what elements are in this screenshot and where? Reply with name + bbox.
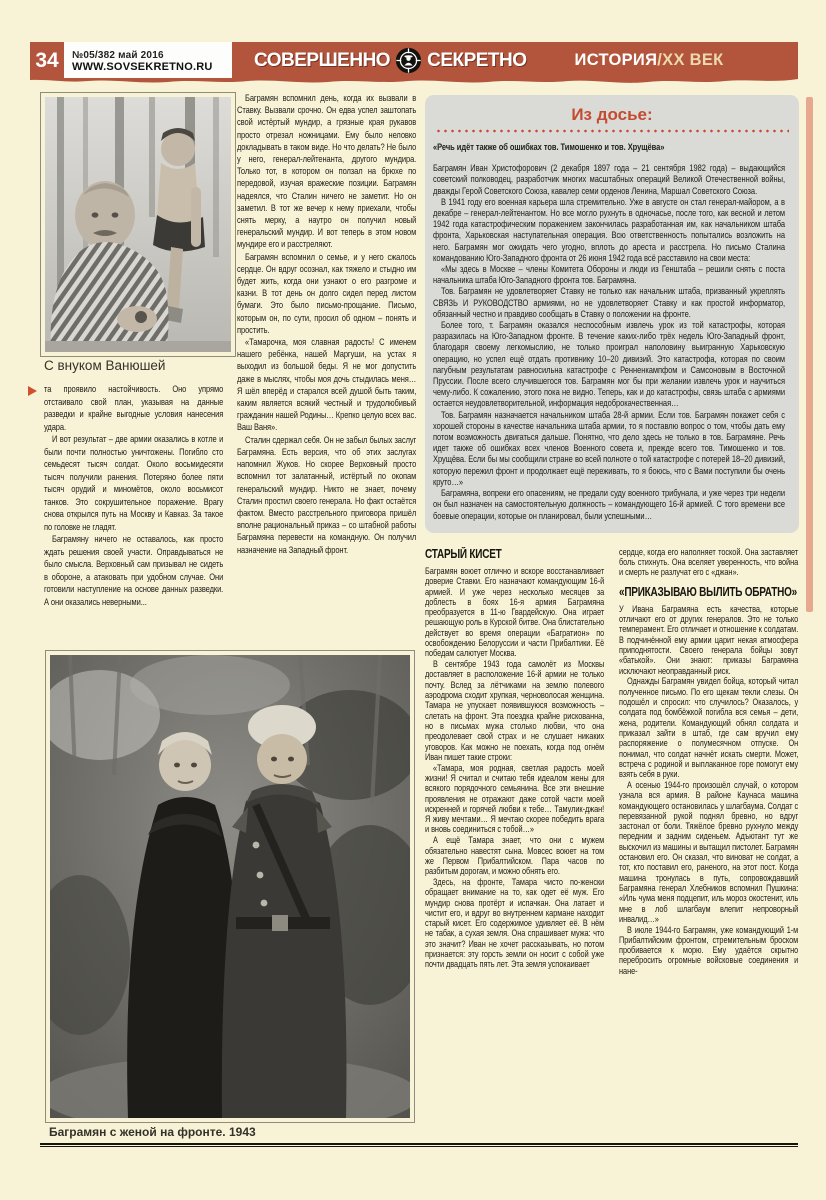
section-label — [575, 42, 724, 79]
paragraph: Сталин сдержал себя. Он не забыл былых заслуг Баграмяна. Есть версия, что об этих заслугах напомнил Жуков. Но скорее Верховный просто вспомнил тот залатанный, истёртый по окопам генеральский мундир. Никто не знает, почему Сталин простил своего генерала. Но факт остаётся фактом. Вместо расстрельного приговора пришёл вполне рациональный приказ – со штабной работы Баграмяна перевести на командную. Он получил назначение на Западный фронт. — [237, 433, 417, 555]
masthead-word-left: СОВЕРШЕННО — [254, 49, 391, 71]
paragraph: Баграмяна, вопреки его опасениям, не предали суду военного трибунала, и уже через три недели он был назначен на самостоятельную должность – командующего 16-й армией. С того времени все боевые операции, которые он планировал, были успешными… — [433, 487, 785, 521]
paragraph: «Тамарочка, моя славная радость! С именем нашего ребёнка, нашей Маргуши, на устах я выходил из большой беды. Я не мог допустить даже в мыслях, чтобы моя дочь стыдилась меня… Я шёл вперёд и старался всей душой быть таким, каким является всякий честный и трудолюбивый гражданин нашей Родины… Крепко целую всех вас. Ваш Ваня». — [237, 336, 417, 433]
paragraph: В сентябре 1943 года самолёт из Москвы доставляет в расположение 16-й армии не только почту. Вслед за лётчиками на землю полевого аэродрома сходит хрупкая, черноволосая женщина. Тамара не упускает появившуюся возможность – слетать на фронт. Эта поездка крайне рискованна, но в письмах мужа столько любви, что она преодолевает свой страх и не слушает никаких уговоров. Как можно не поехать, когда под огнём Иван пишет такие строки: — [425, 659, 605, 762]
paragraph: А ещё Тамара знает, что они с мужем обязательно навестят сына. Мовсес воюет на том же Первом Прибалтийском. Пара часов по разбитым дорогам, и можно обнять его. — [425, 835, 605, 877]
paragraph: В 1941 году его военная карьера шла стремительно. Уже в августе он стал генерал-майором, а в декабре – генерал-лейтенантом. Но все могло рухнуть в одночасье, после того, как весной и летом 1942 года катастрофическим поражением закончилась разработанная им, как начальником штаба фронта, Харьковская наступательная операция. Всю ответственность попытались возложить на него. Баграмян мог ожидать чего угодно, вплоть до ареста и расстрела. Но письмо Сталина командованию Юго-Западного фронта от 26 июня 1942 года всё расставило на свои места: — [433, 195, 785, 263]
paragraph: В июле 1944-го Баграмян, уже командующий 1-м Прибалтийским фронтом, стремительным броском пробивается к морю. Ему удаётся скрытно перебросить огромные войсковые соединения и нане- — [618, 924, 798, 976]
middle-text-column — [237, 92, 417, 660]
paragraph: «Тамара, моя родная, светлая радость моей жизни! Я считал и считаю тебя идеалом жены для всякого порядочного семьянина. Все эти внешние проявления не отражают даже сотой части моей искренней и горячей любви к тебе… Тамулик-джан! Я живу мечтами… Я мечтаю скорее победить врага и вновь соединиться с тобой…» — [425, 762, 605, 835]
photo-couple-caption: Баграмян с женой на фронте. 1943 — [49, 1125, 256, 1139]
paragraph: И вот результат – две армии оказались в котле и были почти полностью уничтожены. Погибло сто семьдесят тысяч солдат. Около восьмидесяти тысяч получили ранения. Потеряно более пяти тысяч орудий и миномётов, около восьмисот танков. Это сокрушительное поражение. Врагу снова открылся путь на Москву и Кавказ. За такое по головке не гладят. — [44, 433, 224, 532]
paragraph: Более того, т. Баграмян оказался неспособным извлечь урок из той катастрофы, которая разразилась на Юго-Западном фронте. В течение каких-либо трёх недель Юго-Западный фронт, благодаря своему легкомыслию, не только проиграл наполовину выигранную Харьковскую операцию, но успел ещё отдать противнику 10–20 дивизий. Это катастрофа, которая по своим пагубным результатам равносильна катастрофе с Ренненкампфом и Самсоновым в Восточной Пруссии. После всего случившегося тов. Баграмян мог бы при желании извлечь урок и научиться чему-либо. К сожалению, этого пока не видно. Теперь, как и до катастрофы, связь штаба с армиями остается неудовлетворительной, информация недоброкачественная… — [433, 319, 785, 409]
dossier-epigraph: «Речь идёт также об ошибках тов. Тимошенко и тов. Хрущёва» — [433, 141, 665, 152]
photo-grandson — [40, 92, 236, 357]
masthead-logo — [254, 42, 527, 79]
bottom-columns — [425, 547, 799, 977]
section-subtitle: /XX ВЕК — [657, 51, 724, 69]
right-region — [425, 95, 799, 1143]
photo-couple-image — [50, 655, 410, 1118]
crosshair-spy-icon — [395, 47, 422, 74]
paragraph: Баграмян воюет отлично и вскоре восстанавливает доверие Ставки. Его назначают командующим 16-й армией. И уже через несколько месяцев за доблесть в боях 16-я армия Баграмяна преобразуется в 11-ю Гвардейскую. Она играет решающую роль в Курской битве. Она блистательно действует во время операции «Багратион» по освобождению Белоруссии и части Прибалтики. Её победам салютует Москва. — [425, 566, 605, 659]
issue-number: №05/382 май 2016 — [72, 49, 164, 61]
paragraph: У Ивана Баграмяна есть качества, которые отличают его от других генералов. Это не только темперамент. Его отличает и отношение к солдатам. В подчинённой ему армии царит некая атмосфера приподнятости. Своего генерала бойцы зовут «батькой». Они знают: приказы Баграмяна исключают неоправданный риск. — [618, 603, 798, 676]
paragraph: Однажды Баграмян увидел бойца, который читал полученное письмо. По его щекам текли слезы. Он подошёл и спросил: что случилось? Оказалось, у солдата под бомбёжкой погибла вся семья – дети, жена, родители. Командующий обнял солдата и приказал зайти в штаб, где сам вручил ему распоряжение о полумесячном отпуске. Он понимал, что солдат начнёт искать смерти. Может, встреча с родиной и выплаканное горе помогут ему взять себя в руки. — [618, 676, 798, 780]
paragraph: Баграмян вспомнил день, когда их вызвали в Ставку. Вызвали срочно. Он едва успел заштопать свой истёртый мундир, а грязные края рукавов просто отрезал ножницами. Ему было неловко докладывать в таком виде. Но что делать? Не было у него, генерал-лейтенанта, другого мундира. Только тот, в котором он ползал на брюхе по передовой, изучая вражеские позиции. Баграмян надеялся, что Сталин ничего не заметит. Но он заметил. В тот же вечер к нему приехали, чтобы снять мерку, а наутро он получил новый генеральский мундир. И вот теперь в этом новом мундире его и расстреляют. — [237, 92, 417, 250]
photo-couple — [45, 650, 415, 1123]
pour-back-column — [619, 547, 800, 977]
page-edge-strip — [806, 97, 813, 612]
paragraph: сердце, когда его наполняет тоской. Она заставляет боль стихнуть. Она вселяет уверенность, что война и смерть не разлучат его с «джан». — [618, 546, 798, 578]
paragraph: «Мы здесь в Москве – члены Комитета Обороны и люди из Генштаба – решили снять с поста начальника штаба Юго-Западного фронта тов. Баграмяна. — [433, 263, 785, 286]
continuation-arrow-icon — [28, 386, 37, 396]
dossier-box — [425, 95, 799, 533]
paragraph: Тов. Баграмян назначается начальником штаба 28-й армии. Если тов. Баграмян покажет себя с хорошей стороны в качестве начальника штаба армии, то я поставлю вопрос о том, чтобы дать ему потом возможность двигаться дальше. Понятно, что дело здесь не только в тов. Баграмяне. Речь идет также об ошибках всех членов Военного совета и, прежде всего тов. Тимошенко и тов. Хрущёва. Если бы мы сообщили стране во всей полноте о той катастрофе с потерей 18–20 дивизий, которую пережил фронт и продолжает ещё переживать, то я боюсь, что с Вами поступили бы очень круто…» — [433, 408, 785, 487]
left-text-column — [44, 383, 226, 651]
paragraph: Баграмяну ничего не оставалось, как просто ждать решения своей участи. Оправдываться не было смысла. Верховный сам призывал не сидеть в обороне, а атаковать при удобном случае. Они готовили наступление на основе данных разведки. А они оказались неверными... — [44, 533, 224, 607]
section-title: ИСТОРИЯ — [574, 51, 658, 69]
photo-grandson-caption: С внуком Ванюшей — [44, 358, 166, 373]
old-pouch-column — [425, 547, 606, 977]
paragraph: Здесь, на фронте, Тамара чисто по-женски обращает внимание на то, как одет её муж. Его мундир снова протёрт и испачкан. Она латает и чистит его, и вдруг во внутреннем кармане находит старый кисет. Его содержимое удивляет её. В нём не табак, а сухая земля. Она спрашивает мужа: что это значит? Иван не хочет рассказывать, но потом признается: эту горсть земли он носит с собой уже почти двадцать пять лет. Эта земля успокаивает — [425, 876, 605, 970]
pour-back-heading: «ПРИКАЗЫВАЮ ВЫЛИТЬ ОБРАТНО» — [618, 584, 797, 599]
website-url: WWW.SOVSEKRETNO.RU — [72, 60, 213, 73]
page-number: 34 — [35, 48, 59, 72]
paragraph: та проявило настойчивость. Оно упрямо отстаивало свой план, указывая на данные разведки и крайне выгодные условия нанесения удара. — [44, 383, 224, 432]
dossier-title: Из досье: — [571, 105, 653, 124]
photo-grandson-image — [45, 97, 231, 352]
dotted-divider — [435, 129, 789, 133]
paragraph: Баграмян вспомнил о семье, и у него сжалось сердце. Он вдруг осознал, как тяжело и стыдно им будет жить, когда они узнают о его разгроме и казни. В тот день он долго сидел перед листом бумаги. Это было письмо-прощание. Письмо, которым он, по сути, просил об одном – понять и простить. — [237, 250, 417, 335]
torn-paper-edge — [30, 78, 798, 85]
issue-box — [64, 42, 232, 79]
header-banner — [30, 42, 798, 79]
masthead-word-right: СЕКРЕТНО — [427, 49, 527, 71]
paragraph: Баграмян Иван Христофорович (2 декабря 1897 года – 21 сентября 1982 года) – выдающийся советский полководец, разработчик многих масштабных операций Великой Отечественной войны, дважды Герой Советского Союза, кавалер семи орденов Ленина, Маршал Советского Союза. — [433, 162, 785, 196]
bottom-rule — [40, 1143, 798, 1147]
paragraph: Тов. Баграмян не удовлетворяет Ставку не только как начальник штаба, призванный укреплять СВЯЗЬ И РУКОВОДСТВО армиями, но не удовлетворяет Ставку и как простой информатор, обязанный честно и правдиво сообщать в Ставку о положении на фронте. — [433, 285, 785, 319]
old-pouch-heading: СТАРЫЙ КИСЕТ — [425, 546, 502, 561]
paragraph: А осенью 1944-го произошёл случай, о котором узнала вся армия. В районе Каунаса машина командующего остановилась у шлагбаума. Солдат с перевязанной рукой поднял бревно, но вдруг застонал от боли. Тяжёлое бревно рухнуло между передним и задним сиденьем. Адъютант тут же выскочил из машины и вытащил пистолет. Баграмян остановил его. Он сказал, что виноват не солдат, а тот, кто поставил его, раненого, на этот пост. Когда машина тронулась в путь, сопровождавший Баграмяна генерал Хлебников вспомнил Пушкина: «Иль чума меня подцепит, иль мороз окостенит, иль мне в лоб шлагбаум влепит непроворный инвалид…» — [618, 779, 798, 924]
